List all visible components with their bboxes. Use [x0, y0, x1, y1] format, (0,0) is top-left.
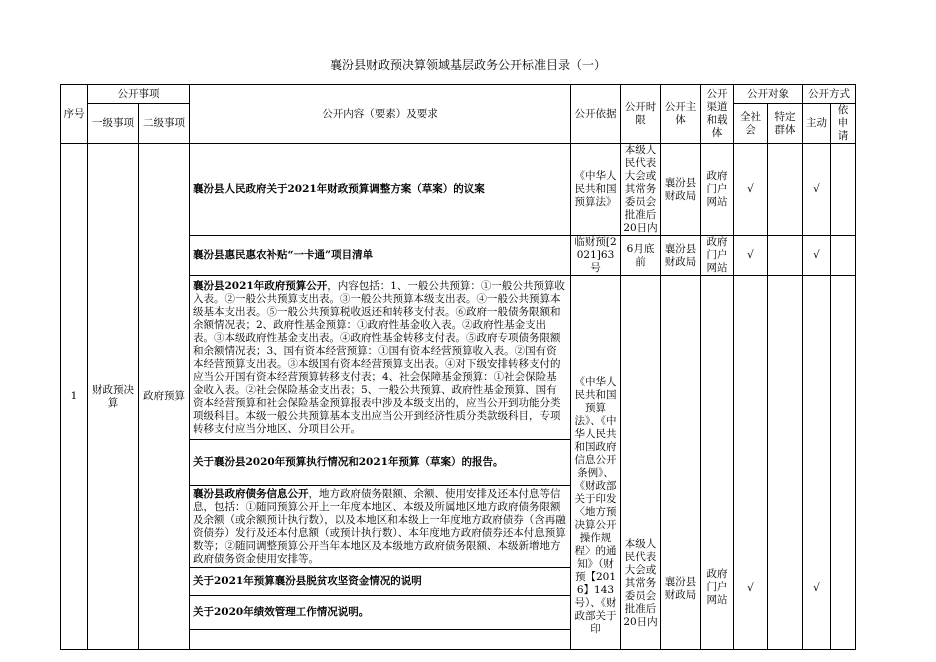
header-item-group: 公开事项 [88, 85, 190, 104]
specific-group-check [768, 144, 803, 236]
time-limit-cell: 本级人民代表大会或其常务委员会批准后20日内 [621, 144, 661, 236]
header-target-group: 公开对象 [734, 85, 803, 104]
active-check: √ [803, 236, 831, 276]
basis-cell-shared: 《中华人民共和国预算法》、《中华人民共和国政府信息公开条例》、《财政部关于印发〈地方预决算公开操作规程〉的通知》（财预【2016】143号）、《财政部关于印 [571, 276, 621, 650]
content-cell: 襄汾县政府债务信息公开，地方政府债务限额、余额、使用安排及还本付息等信息，包括：①随同预算公开上一年度本地区、本级及所属地区地方政府债务限额及余额（或余额预计执行数），以及本地区和本级上一年度地方政府债券（含再融资债券）发行及还本付息额（或预计执行数）、本年度地方政府债券还本付息预算数等；②随同调整预算公开当年本地区及本级地方政府债务限额、本级新增地方政府债务资金使用安排等。 [190, 486, 571, 568]
specific-group-check [768, 236, 803, 276]
subject-cell: 襄汾县财政局 [661, 236, 701, 276]
document-title: 襄汾县财政预决算领域基层政务公开标准目录（一） [329, 58, 606, 72]
header-channel: 公开渠道和载体 [701, 85, 734, 144]
content-cell: 襄汾县惠民惠农补贴“一卡通”项目清单 [190, 236, 571, 276]
disclosure-catalog-table [60, 84, 856, 650]
content-cell: 襄汾县2021年政府预算公开，内容包括：1、一般公共预算：①一般公共预算收入表。②一般公共预算支出表。③一般公共预算本级支出表。④一般公共预算本级基本支出表。⑤一般公共预算税收返还和转移支付表。⑥政府一般债务限额和余额情况表；2、政府性基金预算：①政府性基金收入表。②政府性基金支出表。③本级政府性基金支出表。④政府性基金转移支付表。⑤政府专项债务限额和余额情况表；3、国有资本经营预算：①国有资本经营预算收入表。②国有资本经营预算支出表。③本级国有资本经营预算支出表。④对下级安排转移支付的应当公开国有资本经营预算转移支付表；4、社会保障基金预算：①社会保险基金收入表。②社会保险基金支出表；5、一般公共预算、政府性基金预算、国有资本经营预算和社会保险基金预算报表中涉及本级支出的，应当公开到功能分类项级科目。本级一般公共预算基本支出应当公开到经济性质分类款级科目，专项转移支付应当分地区、分项目公开。 [190, 276, 571, 440]
level1-cell: 财政预决算 [88, 144, 139, 650]
whole-society-check: √ [734, 236, 768, 276]
active-check: √ [803, 144, 831, 236]
table-row [61, 144, 856, 236]
time-limit-cell-shared: 本级人民代表大会或其常务委员会批准后20日内 [621, 276, 661, 650]
content-cell: 关于襄汾县2020年预算执行情况和2021年预算（草案）的报告。 [190, 440, 571, 486]
channel-cell-shared: 政府门户网站 [701, 276, 734, 650]
on-request-check [831, 236, 856, 276]
header-time-limit: 公开时限 [621, 85, 661, 144]
header-whole-society: 全社会 [734, 104, 768, 144]
on-request-check [831, 276, 856, 650]
whole-society-check: √ [734, 276, 768, 650]
basis-cell: 临财预[2021]63号 [571, 236, 621, 276]
content-cell [190, 630, 571, 650]
level2-cell: 政府预算 [139, 144, 190, 650]
time-limit-cell: 6月底前 [621, 236, 661, 276]
specific-group-check [768, 276, 803, 650]
header-level2: 二级事项 [139, 104, 190, 144]
header-method-group: 公开方式 [803, 85, 856, 104]
basis-cell: 《中华人民共和国预算法》 [571, 144, 621, 236]
subject-cell-shared: 襄汾县财政局 [661, 276, 701, 650]
seq-cell: 1 [61, 144, 88, 650]
header-on-request: 依申请 [831, 104, 856, 144]
header-level1: 一级事项 [88, 104, 139, 144]
channel-cell: 政府门户网站 [701, 144, 734, 236]
content-cell: 襄汾县人民政府关于2021年财政预算调整方案（草案）的议案 [190, 144, 571, 236]
on-request-check [831, 144, 856, 236]
header-active: 主动 [803, 104, 831, 144]
content-cell: 关于2021年预算襄汾县脱贫攻坚资金情况的说明 [190, 568, 571, 596]
content-cell: 关于2020年绩效管理工作情况说明。 [190, 596, 571, 630]
header-content: 公开内容（要素）及要求 [190, 85, 571, 144]
header-specific-group: 特定群体 [768, 104, 803, 144]
channel-cell: 政府门户网站 [701, 236, 734, 276]
active-check: √ [803, 276, 831, 650]
header-basis: 公开依据 [571, 85, 621, 144]
whole-society-check: √ [734, 144, 768, 236]
header-seq: 序号 [61, 85, 88, 144]
subject-cell: 襄汾县财政局 [661, 144, 701, 236]
header-subject: 公开主体 [661, 85, 701, 144]
